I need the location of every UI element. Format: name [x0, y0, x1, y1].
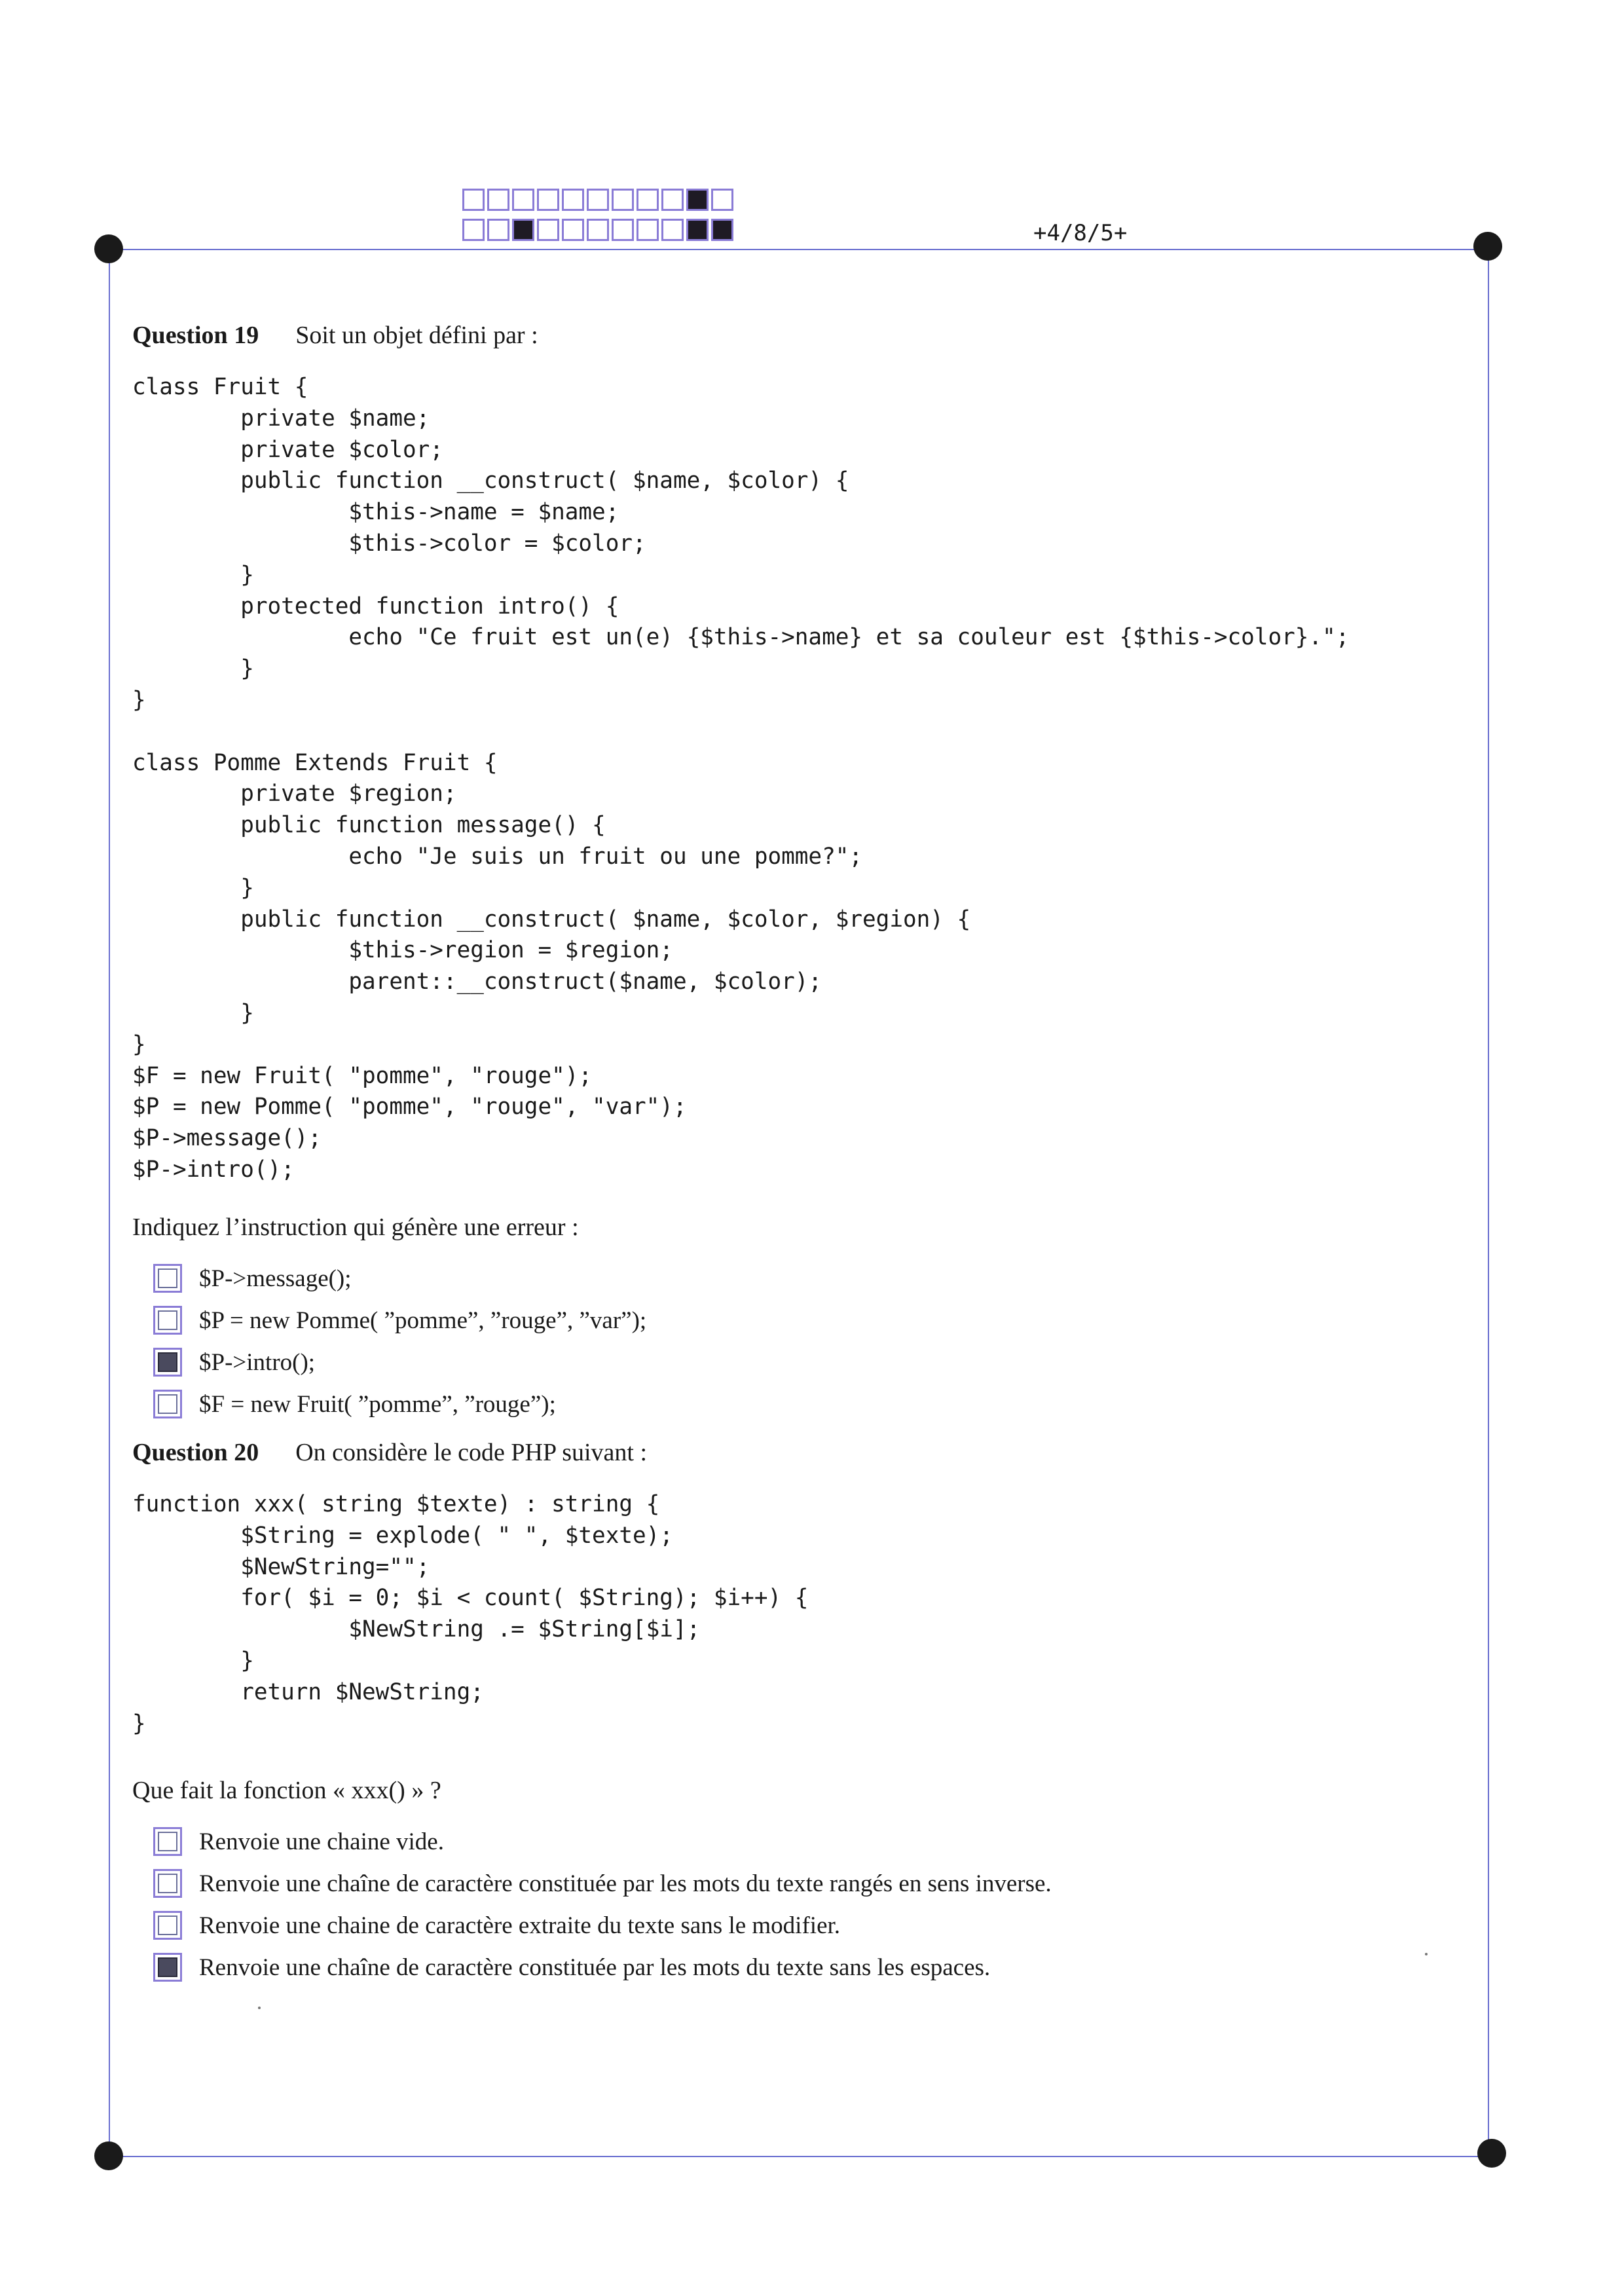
student-id-boxes-row-2 [462, 219, 736, 241]
answer-option [153, 1862, 1052, 1904]
id-box [587, 219, 609, 241]
answer-text: Renvoie une chaîne de caractère constituée par les mots du texte sans les espaces. [199, 1953, 991, 1981]
checkbox-inner [158, 1310, 177, 1330]
answer-checkbox[interactable] [153, 1390, 182, 1418]
student-id-boxes-row-1 [462, 189, 736, 211]
id-box [512, 219, 534, 241]
question-19-title: Soit un objet défini par : [295, 322, 538, 349]
question-20-number: Question 20 [132, 1439, 259, 1466]
frame-bottom-line [109, 2156, 1492, 2157]
answer-option [153, 1299, 646, 1341]
id-box [462, 189, 485, 211]
registration-mark-bottom-right [1477, 2139, 1506, 2168]
answer-checkbox[interactable] [153, 1827, 182, 1856]
question-19-prompt: Indiquez l’instruction qui génère une erreur : [132, 1213, 579, 1241]
answer-text: Renvoie une chaîne de caractère constituée par les mots du texte rangés en sens inverse. [199, 1870, 1052, 1897]
id-box [686, 189, 709, 211]
id-box [487, 189, 509, 211]
id-box [661, 219, 684, 241]
answer-option [153, 1341, 646, 1383]
answer-option [153, 1383, 646, 1425]
registration-mark-bottom-left [94, 2141, 123, 2170]
answer-checkbox[interactable] [153, 1264, 182, 1293]
answer-option [153, 1257, 646, 1299]
answer-text: Renvoie une chaine de caractère extraite du texte sans le modifier. [199, 1912, 841, 1939]
question-20-title: On considère le code PHP suivant : [295, 1439, 648, 1466]
frame-right-line [1488, 249, 1489, 2156]
answer-text: $P->intro(); [199, 1348, 316, 1376]
answer-checkbox[interactable] [153, 1953, 182, 1982]
answer-text: $F = new Fruit( ”pomme”, ”rouge”); [199, 1390, 556, 1418]
checkbox-inner [158, 1352, 177, 1372]
id-box [612, 219, 634, 241]
question-19-code: class Fruit { private $name; private $color; public function __construct( $name, $color) { $this->name = $name; $this->color = $color; } protected function intro() { echo "Ce fruit est un(e) {$this->name} et sa couleur est {$this->color}."; } } class Pomme Extends Fruit { private $region; public function message() { echo "Je suis un fruit ou une pomme?"; } public function __construct( $name, $color, $region) { $this->region = $region; parent::__construct($name, $color); } } $F = new Fruit( "pomme", "rouge"); $P = new Pomme( "pomme", "rouge", "var"); $P->message(); $P->intro(); [132, 374, 1350, 1183]
frame-left-line [109, 249, 110, 2156]
answer-text: $P->message(); [199, 1265, 352, 1292]
question-20-code: function xxx( string $texte) : string { $String = explode( " ", $texte); $NewString=""; for( $i = 0; $i < count( $String); $i++) { $NewString .= $String[$i]; } return $NewString; } [132, 1491, 809, 1737]
answer-checkbox[interactable] [153, 1348, 182, 1377]
registration-mark-top-left [94, 234, 123, 263]
id-box [487, 219, 509, 241]
answer-checkbox[interactable] [153, 1306, 182, 1335]
id-box [512, 189, 534, 211]
question-19-answers [153, 1257, 646, 1425]
checkbox-inner [158, 1832, 177, 1851]
id-box [587, 189, 609, 211]
checkbox-inner [158, 1957, 177, 1977]
question-20-heading [132, 1438, 647, 1467]
answer-option [153, 1821, 1052, 1862]
id-box [537, 219, 559, 241]
checkbox-inner [158, 1394, 177, 1414]
id-box [562, 189, 584, 211]
id-box [686, 219, 709, 241]
id-box [711, 189, 733, 211]
answer-text: Renvoie une chaine vide. [199, 1828, 444, 1855]
id-box [711, 219, 733, 241]
id-box [637, 219, 659, 241]
question-19-heading [132, 321, 538, 350]
scan-speck [1425, 1953, 1428, 1955]
answer-option [153, 1946, 1052, 1988]
question-20-prompt: Que fait la fonction « xxx() » ? [132, 1777, 441, 1804]
page-identifier: +4/8/5+ [1033, 220, 1128, 246]
id-box [661, 189, 684, 211]
id-box [562, 219, 584, 241]
answer-text: $P = new Pomme( ”pomme”, ”rouge”, ”var”); [199, 1306, 647, 1334]
question-19-number: Question 19 [132, 322, 259, 349]
answer-option [153, 1904, 1052, 1946]
registration-mark-top-right [1473, 232, 1502, 261]
frame-top-line [109, 249, 1488, 250]
answer-checkbox[interactable] [153, 1869, 182, 1898]
checkbox-inner [158, 1916, 177, 1935]
id-box [637, 189, 659, 211]
question-20-answers [153, 1821, 1052, 1988]
id-box [537, 189, 559, 211]
id-box [462, 219, 485, 241]
checkbox-inner [158, 1874, 177, 1893]
id-box [612, 189, 634, 211]
answer-checkbox[interactable] [153, 1911, 182, 1940]
checkbox-inner [158, 1268, 177, 1288]
scan-speck [258, 2007, 261, 2009]
